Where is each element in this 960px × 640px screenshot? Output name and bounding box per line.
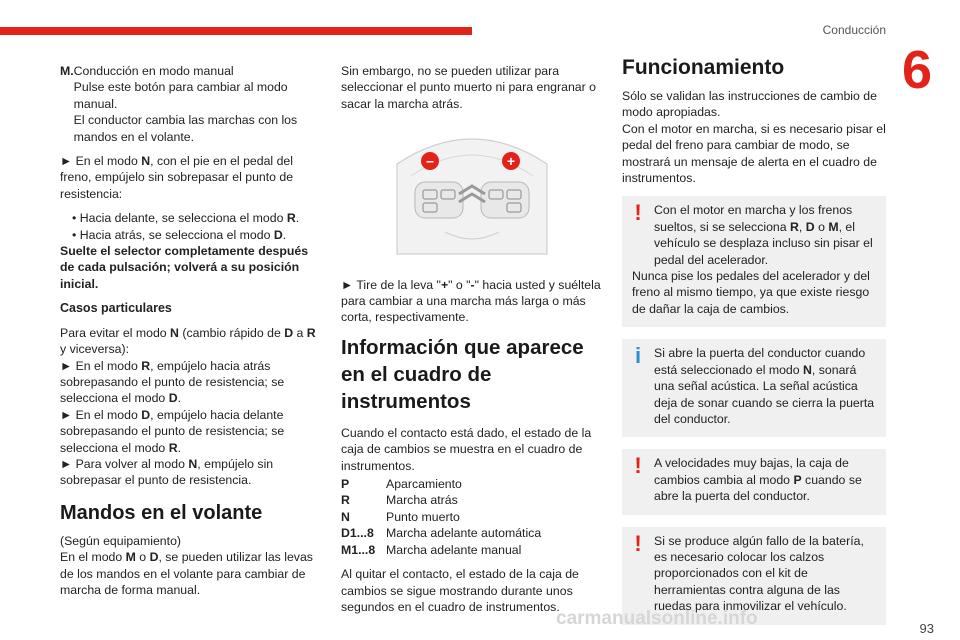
section-title: Conducción [822,23,886,37]
warning-icon: ! [634,200,642,226]
mandos-paragraph: En el modo M o D, se pueden utilizar las levas de los mandos en el volante para cambiar de marcha de forma manual. [60,550,313,597]
table-row: R Marcha atrás [341,493,458,508]
warning-box-battery: ! Si se produce algún fallo de la batería, es necesario colocar los calzos proporcionados con el kit de herramientas contra alguna de las ruedas para inmovilizar el vehículo. [622,527,886,625]
warning-icon: ! [634,453,642,479]
warning-box-pedals: Nunca pise los pedales del acelerador y del freno al mismo tiempo, ya que existe riesgo de dañar la caja de cambios. [632,269,870,316]
bullet-backward: • Hacia atrás, se selecciona el modo D. [72,227,287,242]
func-p2: Con el motor en marcha, si es necesario pisar el pedal del freno para cambiar de modo, se mostrará un mensaje de alerta en el cuadro de instrumentos. [622,121,886,186]
manual-mode-line-1: Pulse este botón para cambiar al modo manual. [73,80,288,111]
manual-mode-line-2: El conductor cambia las marchas con los mandos en el volante. [73,113,298,144]
mandos-heading: Mandos en el volante [60,501,263,524]
table-row: M1...8 Marcha adelante manual [341,542,522,557]
release-note: Suelte el selector completamente después de cada pulsación; volverá a su posición inicial. [60,244,309,291]
top-accent-bar [0,27,472,35]
table-row: P Aparcamiento [341,477,462,492]
svg-text:–: – [426,152,434,169]
casos-paragraph: Para evitar el modo N (cambio rápido de D a R y viceversa): ► En el modo R, empújelo hacia atrás sobrepasando el punto de resistencia; se selecciona el modo D. ► En el modo D, empújelo hacia delante sobrepasando el punto de resistencia; se selecciona el modo R. ► Para volver al modo N, empújelo sin sobrepasar el punto de resistencia. [60,325,316,488]
manual-mode-item [60,63,322,145]
manual-mode-key: M. [60,64,74,78]
paddle-instruction: ► Tire de la leva "+" o "-" hacia usted y suéltela para cambiar a una marcha más larga o más corta, respectivamente. [341,277,601,325]
ignition-off-paragraph: Al quitar el contacto, el estado de la caja de cambios se sigue mostrando durante unos segundos en el cuadro de instrumentos. [341,567,579,614]
casos-heading: Casos particulares [60,301,172,316]
manual-mode-title: Conducción en modo manual [73,64,234,78]
warning-box-motion: ! Con el motor en marcha y los frenos sueltos, si se selecciona R, D o M, el vehículo se desplaza incluso sin pisar el pedal del acelerador. Nunca pise los pedales del acelerador y del freno al mismo tiempo, ya que existe riesgo de dañar la caja de cambios. [622,196,886,327]
instrument-info-heading: Información que aparece en el cuadro de instrumentos [341,335,584,413]
info-icon: i [634,343,642,369]
warning-icon: ! [634,530,642,556]
svg-text:+: + [506,153,516,170]
bullet-forward: • Hacia delante, se selecciona el modo R. [72,211,300,226]
column-left [60,63,322,606]
column-right [622,56,886,637]
neutral-instruction: ► En el modo N, con el pie en el pedal del freno, empújelo sin sobrepasar el punto de resistencia: [60,154,294,201]
table-row: D1...8 Marcha adelante automática [341,526,542,541]
column-middle [341,63,603,623]
funcionamiento-heading: Funcionamiento [622,56,785,79]
chapter-number: 6 [902,40,933,100]
table-row: N Punto muerto [341,509,460,524]
paddle-limit-paragraph: Sin embargo, no se pueden utilizar para seleccionar el punto muerto ni para engranar o sacar la marcha atrás. [341,64,596,111]
info-box-door: i Si abre la puerta del conductor cuando está seleccionado el modo N, sonará una señal acústica. La señal acústica deja de sonar cuando se cierra la puerta del conductor. [622,339,886,437]
func-p1: Sólo se validan las instrucciones de cambio de modo apropiadas. [622,89,877,120]
gear-mode-table [341,476,541,558]
watermark: carmanualsonline.info [556,608,758,629]
steering-wheel-illustration [341,124,603,264]
instrument-info-paragraph: Cuando el contacto está dado, el estado de la caja de cambios se muestra en el cuadro de instrumentos. [341,425,592,473]
mandos-equip: (Según equipamiento) [60,533,181,548]
warning-box-low-speed: ! A velocidades muy bajas, la caja de cambios cambia al modo P cuando se abre la puerta del conductor. [622,449,886,514]
page-number: 93 [919,621,934,636]
